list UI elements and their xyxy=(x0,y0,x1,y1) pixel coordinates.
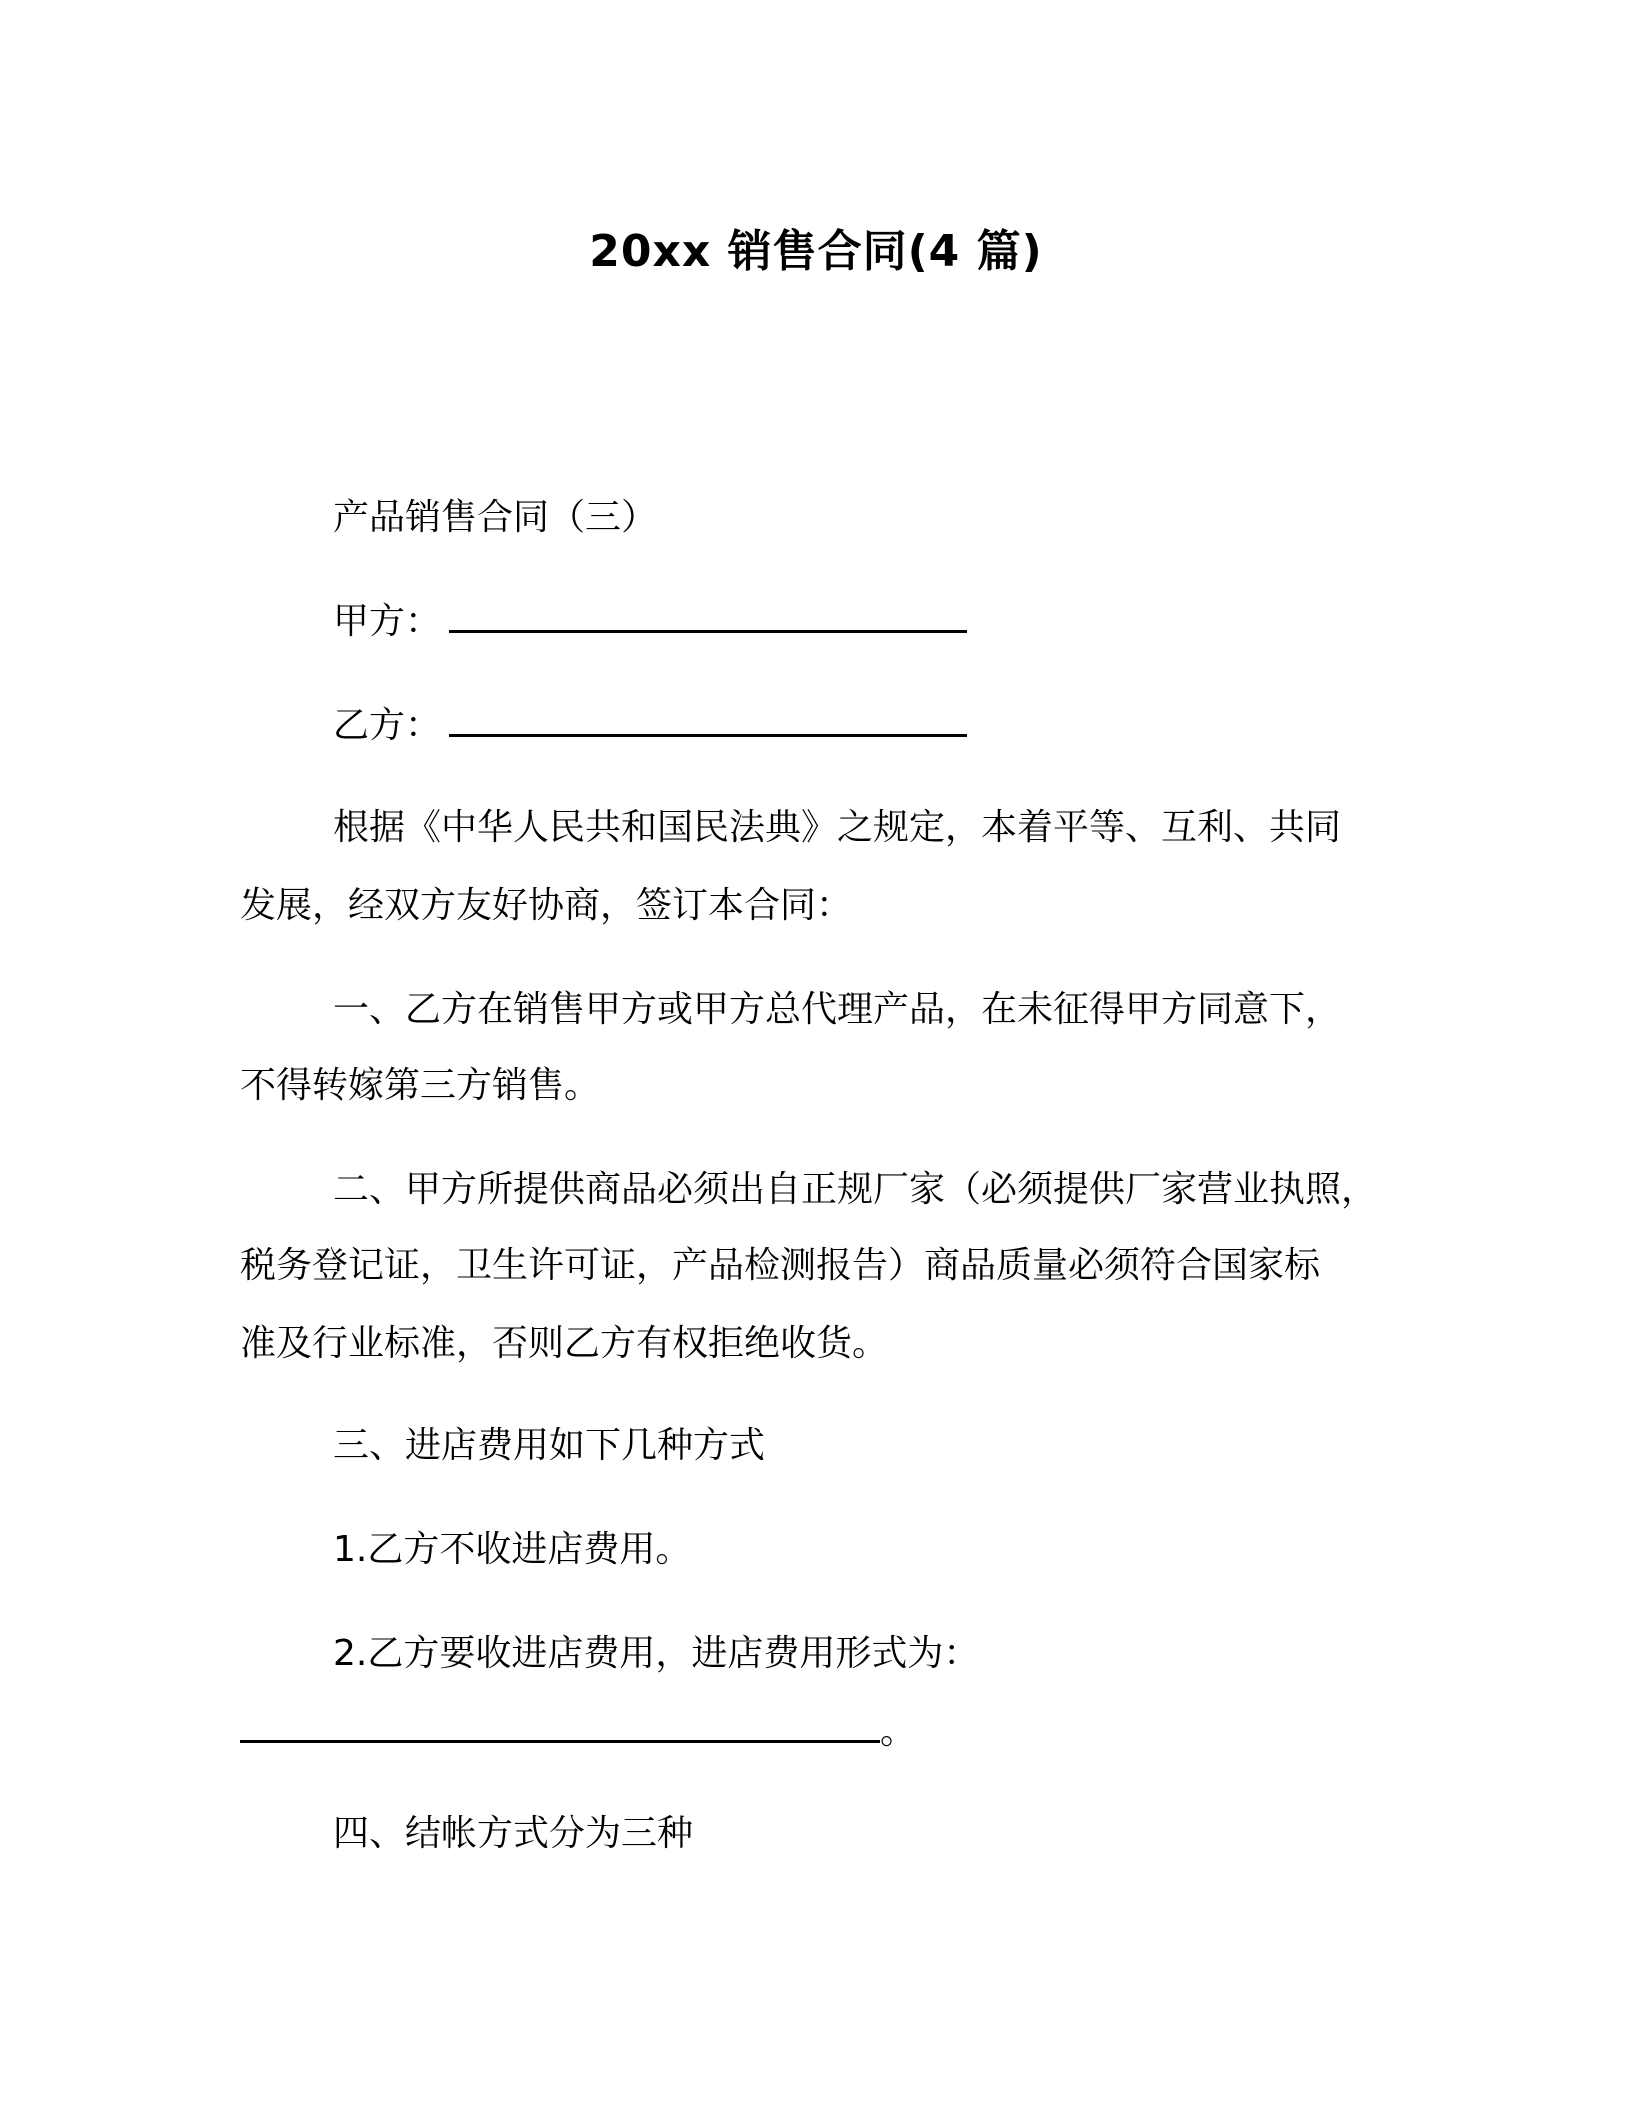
party-b-row xyxy=(333,700,967,752)
clause-2-line-3: 准及行业标准，否则乙方有权拒绝收货。 xyxy=(240,1323,889,1364)
clause-2-line-2: 税务登记证，卫生许可证，产品检测报告）商品质量必须符合国家标 xyxy=(240,1245,1321,1286)
clause-1-line-1: 一、乙方在销售甲方或甲方总代理产品，在未征得甲方同意下， xyxy=(333,989,1342,1030)
clause-3-item-2: 2.乙方要收进店费用，进店费用形式为： xyxy=(333,1633,980,1674)
clause-4-heading: 四、结帐方式分为三种 xyxy=(333,1813,694,1854)
document-title: 20xx 销售合同(4 篇) xyxy=(589,226,1043,277)
fee-form-row xyxy=(240,1706,916,1758)
party-a-blank xyxy=(449,596,967,633)
fee-form-blank xyxy=(240,1706,880,1743)
clause-2-line-1: 二、甲方所提供商品必须出自正规厂家（必须提供厂家营业执照， xyxy=(333,1169,1378,1210)
fee-form-period: 。 xyxy=(880,1711,917,1752)
clause-3-heading: 三、进店费用如下几种方式 xyxy=(333,1425,766,1466)
party-a-row xyxy=(333,596,967,648)
contract-subtitle: 产品销售合同（三） xyxy=(333,497,658,538)
clause-1-line-2: 不得转嫁第三方销售。 xyxy=(240,1065,601,1106)
party-a-label: 甲方： xyxy=(333,601,442,642)
intro-line-2: 发展，经双方友好协商，签订本合同： xyxy=(240,885,853,926)
clause-3-item-1: 1.乙方不收进店费用。 xyxy=(333,1529,692,1570)
party-b-blank xyxy=(449,700,967,737)
party-b-label: 乙方： xyxy=(333,705,442,746)
intro-line-1: 根据《中华人民共和国民法典》之规定，本着平等、互利、共同 xyxy=(333,807,1342,848)
